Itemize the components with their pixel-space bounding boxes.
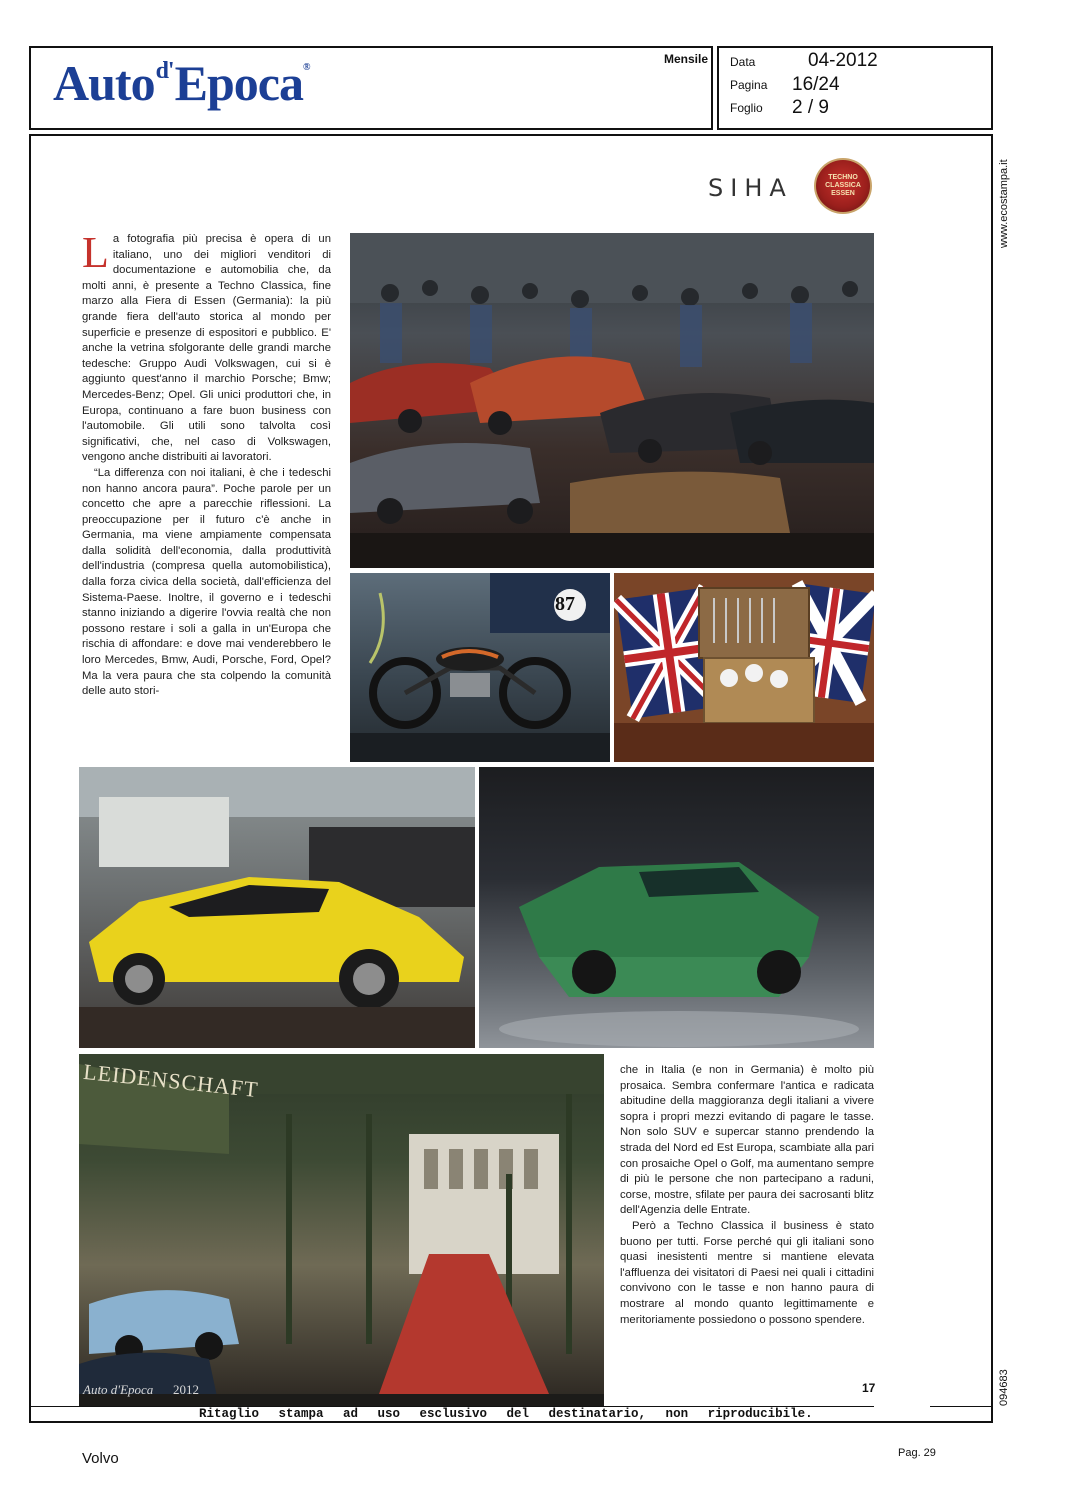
techno-classica-badge [814, 158, 872, 214]
page-number: 17 [862, 1381, 876, 1395]
footer-page: Pag. 29 [898, 1447, 936, 1459]
photo-crowd-hall [350, 233, 874, 568]
publication-logo: Auto$^{d'}$Epoca® [53, 55, 310, 111]
photo-exhibition-hall [79, 1054, 604, 1406]
copyright-notice: Ritaglio stampa ad uso esclusivo del destinatario, non riproducibile. [199, 1407, 813, 1421]
badge-line-3: ESSEN [831, 190, 855, 197]
badge-line-1: TECHNO [828, 174, 858, 181]
pagina-label: Pagina [730, 78, 768, 92]
side-url: www.ecostampa.it [998, 159, 1010, 248]
siha-logo: SIHA [708, 174, 793, 202]
photo-watermark-year: 2012 [173, 1382, 199, 1397]
pagina-value: 16/24 [792, 74, 840, 95]
bottom-rule-right [930, 1406, 992, 1407]
paragraph-4: Però a Techno Classica il business è stato buono per tutti. Forse perché qui gli italiani sono quasi inesistenti mentre si mantiene elevata l'affluenza dei visitatori di Paesi nei quali i cittadini convivono con le tasse e non hanno paura di mostrare al mondo quanto legittimamente e meritoriamente possiedono o possono spendere. [620, 1219, 874, 1326]
drop-cap: L [82, 228, 109, 277]
photo-yellow-car [79, 767, 475, 1048]
photo-motorcycle [350, 573, 610, 762]
hall-illustration [79, 1054, 604, 1406]
foglio-label: Foglio [730, 101, 763, 115]
paragraph-2: “La differenza con noi italiani, è che i tedeschi non hanno ancora paura”. Poche parole per un concetto che apre a parecchie riflessioni. La preoccupazione per il futuro c'è anche in Germania, ma viene ampiamente compensata dalla solidità dell'economia, dalla produttività dell'industria (compresa quella automobilistica), dalla forza civica della società, dall'efficienza del Sistema-Paese. Inoltre, il governo e i tedeschi stanno iniziando a digerire l'ovvia realtà che non possono restare i soli a galla in un'Europa che rischia di affondare: e dove mai venderebbero le loro Mercedes, Bmw, Audi, Porsche, Ford, Opel? Ma la vera paura che sta colpendo la comunità delle auto stori- [82, 466, 331, 698]
picnic-illustration [614, 573, 874, 762]
client-name: Volvo [82, 1450, 119, 1467]
race-number: 87 [555, 593, 575, 615]
crowd-illustration [350, 233, 874, 568]
article-column-1 [82, 228, 331, 700]
green-car-illustration [479, 767, 874, 1048]
side-code: 094683 [998, 1369, 1010, 1406]
data-label: Data [730, 55, 756, 69]
yellow-car-illustration [79, 767, 475, 1048]
leidenschaft-banner: LEIDENSCHAFT [82, 1058, 260, 1103]
photo-watermark-brand: Auto d'Epoca [83, 1382, 154, 1397]
paragraph-3: che in Italia (e non in Germania) è molto più prosaica. Sembra confermare l'antica e radicata abitudine della maggioranza degli italiani a vivere sopra i propri mezzi evitando di pagare le tasse. Non solo SUV e supercar stanno prendendo la strada del Nord ed Est Europa, scambiate alla pari con prosaiche Opel o Golf, ma aumentano sempre di più le persone che non partecipano a raduni, corse, mostre, sfilate per paura dei sacrosanti blitz dell'Agenzia delle Entrate. [620, 1064, 874, 1217]
article-column-2 [620, 1063, 874, 1328]
photo-green-car [479, 767, 874, 1048]
photo-picnic-basket [614, 573, 874, 762]
data-value: 04-2012 [808, 50, 878, 71]
badge-line-2: CLASSICA [825, 182, 861, 189]
foglio-value: 2 / 9 [792, 97, 829, 118]
frequency-label: Mensile [664, 52, 709, 66]
paragraph-1: a fotografia più precisa è opera di un italiano, uno dei migliori venditori di documentazione e automobilia che, da molti anni, è presente a Techno Classica, fine marzo alla Fiera di Essen (Germania): la più grande fiera dell'auto storica al mondo per superficie e presenze di espositori e pubblico. E' anche la vetrina sfolgorante delle grandi marche tedesche: Gruppo Audi Volkswagen, cui si è aggiunto quest'anno il marchio Porsche; Bmw; Mercedes-Benz; Opel. Gli unici produttori che, in Europa, continuano a fare buon business con l'automobile. Gli utili sono talvolta così significativi, che, nel caso di Volkswagen, vengono anche distribuiti ai lavoratori. [82, 233, 331, 464]
